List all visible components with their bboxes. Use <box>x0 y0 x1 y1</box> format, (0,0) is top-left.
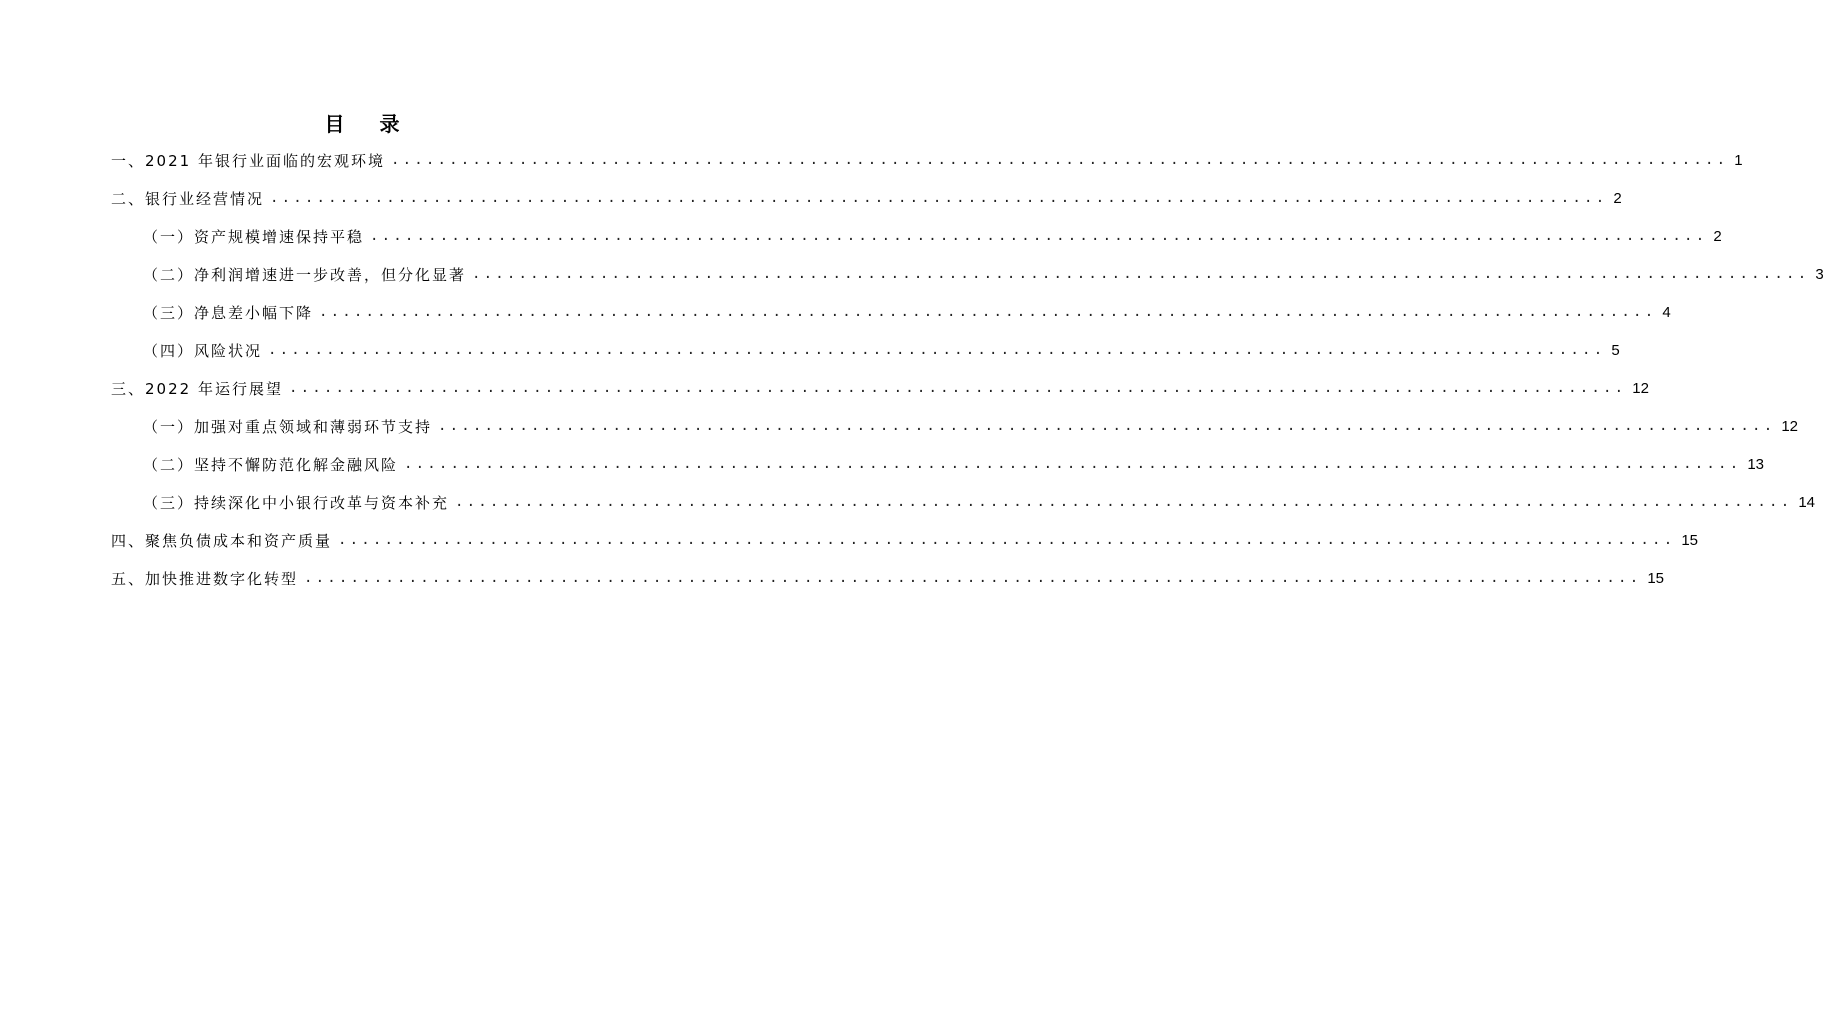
toc-entry-label: （一）加强对重点领域和薄弱环节支持 <box>143 417 433 436</box>
toc-entry[interactable] <box>111 146 1743 174</box>
toc-entry-label: （二）坚持不懈防范化解金融风险 <box>143 455 399 474</box>
dot-leader: ................................................................................................................... <box>390 152 1729 168</box>
toc-entry[interactable] <box>143 336 1620 364</box>
toc-entry[interactable] <box>143 260 1824 288</box>
dot-leader: ................................................................................................................... <box>455 494 1793 510</box>
toc-entry-page-number: 14 <box>1798 493 1816 511</box>
toc-entry[interactable] <box>143 450 1765 478</box>
dot-leader: ................................................................................................................... <box>268 342 1606 358</box>
toc-entry[interactable] <box>143 488 1816 516</box>
toc-entry-label: （四）风险状况 <box>143 341 263 360</box>
toc-entry-label: 一、2021 年银行业面临的宏观环境 <box>111 151 385 170</box>
toc-entry[interactable] <box>143 298 1671 326</box>
toc-entry-page-number: 5 <box>1611 341 1620 359</box>
toc-entry[interactable] <box>143 412 1799 440</box>
dot-leader: ................................................................................................................... <box>319 304 1657 320</box>
toc-entry[interactable] <box>143 222 1722 250</box>
toc-entry[interactable] <box>111 184 1622 212</box>
toc-title: 目 录 <box>324 112 414 136</box>
toc-entry-page-number: 2 <box>1713 227 1722 245</box>
toc-entry-label: （三）持续深化中小银行改革与资本补充 <box>143 493 450 512</box>
toc-entry[interactable] <box>111 564 1665 592</box>
dot-leader: ................................................................................................................... <box>370 228 1708 244</box>
toc-entry-page-number: 3 <box>1815 265 1824 283</box>
toc-entry-page-number: 13 <box>1747 455 1765 473</box>
toc-entry-page-number: 12 <box>1781 417 1799 435</box>
dot-leader: ................................................................................................................... <box>438 418 1776 434</box>
toc-entry-page-number: 12 <box>1632 379 1649 397</box>
toc-entry-label: （二）净利润增速进一步改善，但分化显著 <box>143 265 467 284</box>
dot-leader: ................................................................................................................... <box>472 266 1810 282</box>
toc-entry[interactable] <box>111 374 1649 402</box>
dot-leader: ................................................................................................................... <box>304 570 1642 586</box>
toc-entry-label: 五、加快推进数字化转型 <box>111 569 299 588</box>
toc-entry-label: 二、银行业经营情况 <box>111 189 265 208</box>
dot-leader: ................................................................................................................... <box>288 380 1627 396</box>
toc-entry-page-number: 1 <box>1734 151 1743 169</box>
toc-entry-page-number: 15 <box>1681 531 1699 549</box>
toc-entry-label: 四、聚焦负债成本和资产质量 <box>111 531 333 550</box>
toc-entry-page-number: 15 <box>1647 569 1665 587</box>
toc-entry-label: （三）净息差小幅下降 <box>143 303 314 322</box>
dot-leader: ................................................................................................................... <box>404 456 1742 472</box>
dot-leader: ................................................................................................................... <box>338 532 1676 548</box>
toc-entry-page-number: 2 <box>1613 189 1622 207</box>
toc-entry[interactable] <box>111 526 1699 554</box>
toc-entry-page-number: 4 <box>1662 303 1671 321</box>
dot-leader: ................................................................................................................... <box>270 190 1608 206</box>
toc-entry-label: 三、2022 年运行展望 <box>111 379 283 398</box>
toc-entry-label: （一）资产规模增速保持平稳 <box>143 227 365 246</box>
